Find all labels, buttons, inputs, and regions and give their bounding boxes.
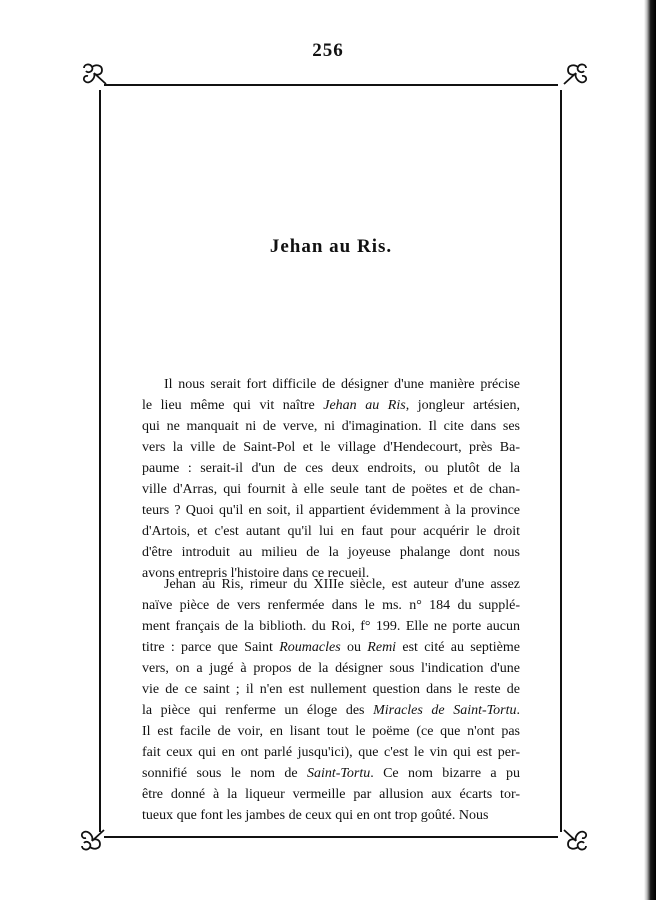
text-line (142, 542, 520, 563)
text-line (142, 721, 520, 742)
text-segment: fait ceux qui en ont parlé jusqu'ici), que c'est le vin qui est per- (142, 745, 520, 760)
text-line (142, 658, 520, 679)
text-segment: la pièce qui renferme un éloge des (142, 703, 374, 718)
text-line (142, 763, 520, 784)
frame-right-rule (560, 90, 562, 832)
corner-flourish-icon (78, 826, 106, 852)
text-segment: Il nous serait fort difficile de désigner d'une manière précise (164, 377, 520, 392)
text-segment: , jongleur artésien, (405, 398, 521, 413)
text-line (142, 700, 520, 721)
text-line (142, 374, 520, 395)
text-segment: avons entrepris l'histoire dans ce recueil. (142, 566, 370, 581)
frame-left-rule (99, 90, 101, 832)
text-line (142, 616, 520, 637)
text-line (142, 500, 520, 521)
text-line (142, 805, 520, 826)
text-line (142, 521, 520, 542)
text-segment: est cité au septième (396, 640, 521, 655)
text-line (142, 458, 520, 479)
page-number: 256 (312, 40, 344, 61)
text-segment: Jehan au Ris, rimeur du XIIIe siècle, est auteur d'une assez (164, 577, 520, 592)
text-segment: qui ne manquait ni de verve, ni d'imagination. Il cite dans ses (142, 419, 520, 434)
chapter-title: Jehan au Ris. (269, 236, 393, 257)
italic-text: Roumacles (279, 640, 341, 655)
corner-flourish-icon (562, 62, 590, 88)
text-segment: naïve pièce de vers renfermée dans le ms. n° 184 du supplé- (142, 598, 520, 613)
italic-text: Miracles de Saint-Tortu (373, 703, 517, 718)
text-segment: ou (340, 640, 368, 655)
corner-flourish-icon (80, 62, 108, 88)
text-line (142, 395, 520, 416)
text-segment: sonnifié sous le nom de (142, 766, 307, 781)
text-line (142, 595, 520, 616)
text-segment: . Ce nom bizarre a pu (370, 766, 520, 781)
frame-top-rule (104, 84, 558, 86)
text-line (142, 479, 520, 500)
text-line (142, 437, 520, 458)
text-line (142, 784, 520, 805)
text-segment: être donné à la liqueur vermeille par allusion aux écarts tor- (142, 787, 520, 802)
text-segment: tueux que font les jambes de ceux qui en ont trop goûté. Nous (142, 808, 489, 823)
corner-flourish-icon (562, 826, 590, 852)
paragraph-1 (142, 374, 520, 584)
text-segment: titre : parce que Saint (142, 640, 280, 655)
text-segment: Il est facile de voir, en lisant tout le poëme (ce que n'ont pas (142, 724, 520, 739)
text-line (142, 679, 520, 700)
text-segment: le lieu même qui vit naître (142, 398, 324, 413)
frame-bottom-rule (104, 836, 558, 838)
text-segment: ville d'Arras, qui fournit à elle seule tant de poëtes et de chan- (142, 482, 520, 497)
italic-text: Saint-Tortu (306, 766, 371, 781)
text-segment: teurs ? Quoi qu'il en soit, il appartient évidemment à la province (142, 503, 520, 518)
binding-edge (644, 0, 656, 900)
text-segment: paume : serait-il d'un de ces deux endroits, ou plutôt de la (142, 461, 520, 476)
text-segment: d'être introduit au milieu de la joyeuse phalange dont nous (142, 545, 520, 560)
text-segment: vers, on a jugé à propos de la désigner sous l'indication d'une (142, 661, 520, 676)
text-segment: vers la ville de Saint-Pol et le village d'Hendecourt, près Ba- (142, 440, 520, 455)
text-line (142, 742, 520, 763)
italic-text: Remi (367, 640, 397, 655)
text-segment: vie de ce saint ; il n'en est nullement question dans le reste de (142, 682, 520, 697)
text-segment: ment français de la biblioth. du Roi, f° 199. Elle ne porte aucun (142, 619, 520, 634)
text-segment: . (516, 703, 520, 718)
paragraph-2 (142, 574, 520, 826)
italic-text: Jehan au Ris (323, 398, 406, 413)
text-line (142, 637, 520, 658)
text-segment: d'Artois, et c'est autant qu'il lui en faut pour acquérir le droit (142, 524, 520, 539)
text-line (142, 574, 520, 595)
text-line (142, 416, 520, 437)
